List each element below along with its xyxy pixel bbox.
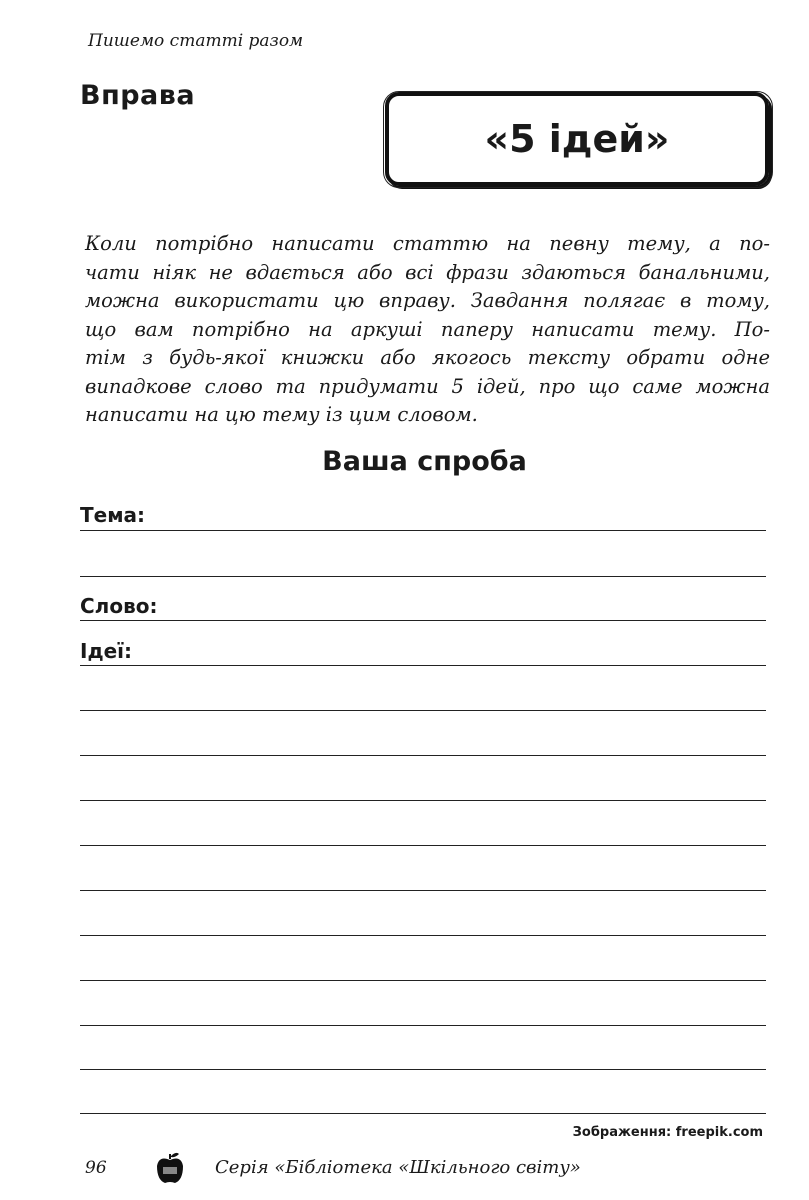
writing-line	[80, 620, 766, 621]
text-line: чати ніяк не вдається або всі фрази здаються банальними,	[85, 260, 770, 284]
word-label: Слово:	[80, 594, 158, 618]
series-title: Серія «Бібліотека «Шкільного світу»	[215, 1157, 581, 1178]
apple-logo-icon	[155, 1150, 185, 1184]
image-credit: Зображення: freepik.com	[572, 1125, 763, 1140]
exercise-title-box	[385, 92, 769, 186]
text-line: написати на цю тему із цим словом.	[85, 403, 478, 426]
writing-line	[80, 980, 766, 981]
writing-line	[80, 890, 766, 891]
page-number: 96	[85, 1158, 107, 1178]
running-title: Пишемо статті разом	[88, 31, 304, 51]
writing-line	[80, 1113, 766, 1114]
writing-line	[80, 800, 766, 801]
writing-line	[80, 845, 766, 846]
writing-line	[80, 530, 766, 531]
writing-line	[80, 576, 766, 577]
writing-line	[80, 1069, 766, 1070]
writing-line	[80, 1025, 766, 1026]
attempt-heading: Ваша спроба	[322, 446, 527, 477]
writing-line	[80, 710, 766, 711]
ideas-label: Ідеї:	[80, 639, 133, 663]
text-line: Коли потрібно написати статтю на певну тему, а по-	[85, 232, 770, 255]
text-line: що вам потрібно на аркуші паперу написати тему. По-	[85, 317, 770, 341]
writing-line	[80, 665, 766, 666]
text-line: випадкове слово та придумати 5 ідей, про що саме можна	[85, 374, 770, 398]
writing-line	[80, 935, 766, 936]
topic-label: Тема:	[80, 503, 146, 527]
writing-line	[80, 755, 766, 756]
exercise-heading: Вправа	[80, 80, 196, 111]
text-line: можна використати цю вправу. Завдання полягає в тому,	[85, 289, 770, 312]
text-line: тім з будь-якої книжки або якогось тексту обрати одне	[85, 346, 770, 369]
instructions-text	[85, 230, 770, 430]
exercise-title: «5 ідей»	[484, 117, 670, 161]
